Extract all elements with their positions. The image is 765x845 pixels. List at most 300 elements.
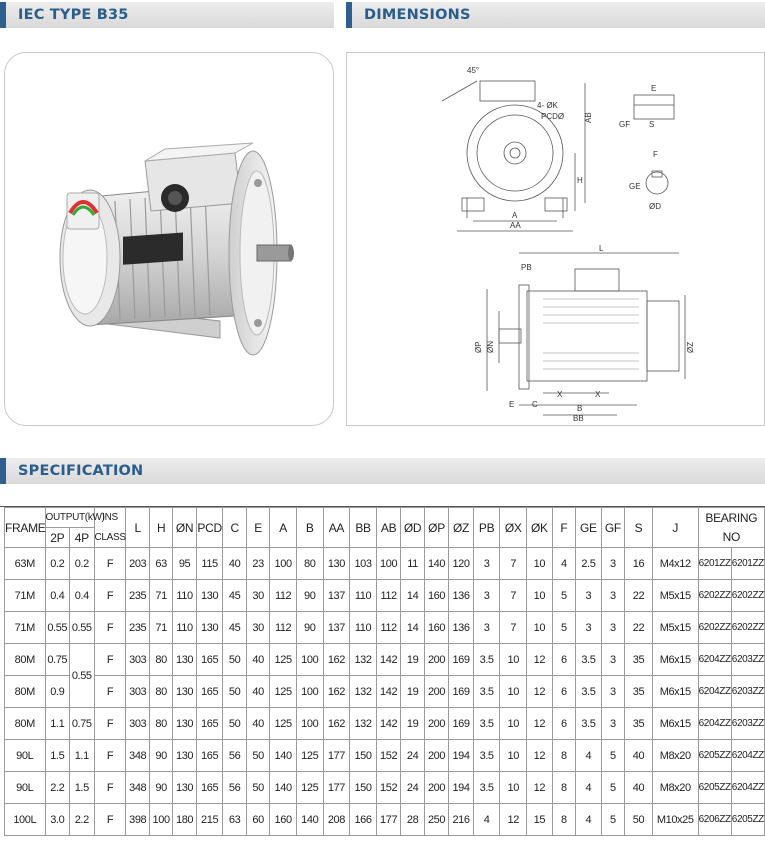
table-cell: 3.5 [473,740,500,772]
table-cell: 100L [5,804,46,836]
table-cell: F [94,740,126,772]
table-cell: 6202ZZ [698,612,731,644]
table-cell: 12 [500,804,527,836]
table-cell: 10 [527,580,553,612]
table-cell: 142 [376,708,401,740]
table-row [5,644,765,676]
th-ok: ØK [527,508,553,548]
table-cell: 90L [5,772,46,804]
table-cell: 203 [126,548,149,580]
th-e: E [246,508,269,548]
table-cell: 110 [173,580,196,612]
table-cell: 150 [350,740,377,772]
th-s: S [625,508,653,548]
table-cell: 160 [424,612,449,644]
table-cell: 71M [5,612,46,644]
table-cell: 80 [296,548,323,580]
table-cell: 56 [223,772,246,804]
table-cell: 125 [270,708,297,740]
table-cell: 110 [350,580,377,612]
table-cell: 140 [270,740,297,772]
table-cell: 56 [223,740,246,772]
table-cell: 100 [149,804,172,836]
th-on: ØN [173,508,196,548]
label-h: H [577,176,583,185]
table-cell: 0.9 [45,676,70,708]
table-cell: 177 [376,804,401,836]
table-cell: 130 [173,740,196,772]
th-4p: 4P [70,528,95,548]
table-cell: 63 [223,804,246,836]
table-cell: 3 [473,612,500,644]
table-cell: 110 [350,612,377,644]
table-cell: 8 [552,772,575,804]
table-cell: 303 [126,676,149,708]
table-cell: 2.2 [45,772,70,804]
th-ox: ØX [500,508,527,548]
table-cell: 166 [350,804,377,836]
table-cell: 100 [270,548,297,580]
section-header-dimensions [346,2,765,28]
table-row [5,580,765,612]
table-cell: 35 [625,644,653,676]
table-cell: 6205ZZ [698,772,731,804]
table-cell: 130 [173,772,196,804]
table-cell: 142 [376,644,401,676]
table-cell: 100 [296,676,323,708]
th-ins-1: INS [94,508,126,528]
table-cell: 6 [552,676,575,708]
table-cell: 71 [149,580,172,612]
table-cell: 22 [625,612,653,644]
table-cell: 142 [376,676,401,708]
table-cell: F [94,644,126,676]
table-cell: 7 [500,612,527,644]
table-cell: 4 [552,548,575,580]
table-cell: 150 [350,772,377,804]
table-cell: 80M [5,644,46,676]
table-cell: 2.2 [70,804,95,836]
table-cell: 200 [424,676,449,708]
table-cell: 90 [296,580,323,612]
table-cell: 152 [376,740,401,772]
table-cell: 112 [270,612,297,644]
table-cell: 3.5 [576,708,602,740]
label-gf: GF [619,120,631,129]
table-cell: 71M [5,580,46,612]
th-a: A [270,508,297,548]
table-cell: 130 [196,580,223,612]
label-ab: AB [584,112,593,123]
th-ins-2: CLASS [94,528,126,548]
table-cell: 132 [350,708,377,740]
table-cell: 112 [270,580,297,612]
table-cell: 200 [424,708,449,740]
table-cell: F [94,804,126,836]
table-cell: 6202ZZ [731,612,764,644]
table-cell: 90L [5,740,46,772]
table-cell: 10 [500,644,527,676]
table-cell: 0.4 [70,580,95,612]
motor-photo-panel [4,52,334,426]
table-cell: 14 [401,580,424,612]
th-pcd: PCD [196,508,223,548]
table-cell: 5 [601,740,624,772]
table-cell: M10x25 [652,804,698,836]
table-row [5,708,765,740]
th-gf: GF [601,508,624,548]
table-cell: 136 [449,580,474,612]
table-cell: 130 [173,708,196,740]
table-cell: 22 [625,580,653,612]
table-cell: 12 [527,740,553,772]
th-frame: FRAME [5,508,46,548]
table-cell: 6205ZZ [731,804,764,836]
table-row [5,548,765,580]
table-cell: 3 [576,612,602,644]
label-bb: BB [573,414,584,423]
table-cell: 35 [625,708,653,740]
th-oz: ØZ [449,508,474,548]
table-cell: 6204ZZ [698,708,731,740]
table-cell: 112 [376,580,401,612]
table-cell: 1.5 [45,740,70,772]
table-cell: 2.5 [576,548,602,580]
specification-table [4,507,765,836]
label-f: F [653,150,658,159]
th-ab: AB [376,508,401,548]
table-row [5,676,765,708]
table-cell: 200 [424,644,449,676]
table-cell: 90 [149,740,172,772]
table-cell: 194 [449,740,474,772]
table-cell: 6204ZZ [698,676,731,708]
label-c: C [532,400,538,409]
th-h: H [149,508,172,548]
table-cell: 3 [601,548,624,580]
label-od: ØD [649,202,661,211]
th-b: B [296,508,323,548]
table-cell: 130 [323,548,350,580]
table-cell: 130 [196,612,223,644]
label-b: B [577,404,583,413]
section-title-specification: SPECIFICATION [18,463,144,479]
table-cell: 169 [449,644,474,676]
table-cell: 6203ZZ [731,708,764,740]
table-cell: 10 [500,772,527,804]
table-cell: 0.75 [45,644,70,676]
table-cell: 140 [424,548,449,580]
th-od: ØD [401,508,424,548]
table-cell: 5 [552,580,575,612]
th-ge: GE [576,508,602,548]
table-cell: 7 [500,548,527,580]
table-cell: 6 [552,708,575,740]
table-cell: 169 [449,676,474,708]
table-cell: 177 [323,772,350,804]
table-cell: 10 [500,676,527,708]
table-cell: 180 [173,804,196,836]
table-cell: 3.0 [45,804,70,836]
table-cell: 4 [576,740,602,772]
section-header-type [0,2,334,28]
label-angle: 45° [467,66,480,75]
table-cell: 80 [149,708,172,740]
table-cell: 80 [149,644,172,676]
dimension-drawing [347,53,763,423]
th-2p: 2P [45,528,70,548]
table-cell: 3 [576,580,602,612]
th-output: OUTPUT(kW) [45,508,94,528]
table-cell: 19 [401,676,424,708]
th-bb: BB [350,508,377,548]
table-cell: M8x20 [652,772,698,804]
table-cell: 7 [500,580,527,612]
table-cell: 6202ZZ [731,580,764,612]
section-title-type: IEC TYPE B35 [18,7,129,23]
table-cell: 10 [500,740,527,772]
table-cell: 348 [126,740,149,772]
table-cell: 12 [527,772,553,804]
table-cell: 250 [424,804,449,836]
table-cell: F [94,612,126,644]
table-cell: 3 [601,580,624,612]
table-cell: 1.5 [70,772,95,804]
table-cell: 16 [625,548,653,580]
table-cell: 19 [401,708,424,740]
table-cell: 140 [270,772,297,804]
label-s: S [649,120,655,129]
table-cell: 115 [196,548,223,580]
motor-image [5,53,331,423]
table-cell: 3 [601,612,624,644]
table-cell: 0.55 [70,644,95,708]
specification-table-body [5,548,765,836]
table-cell: 4 [576,772,602,804]
table-cell: 130 [173,676,196,708]
table-cell: 3.5 [473,772,500,804]
table-cell: 80M [5,708,46,740]
label-e-side: E [509,400,515,409]
label-aa: AA [510,221,521,230]
table-cell: 10 [527,548,553,580]
table-cell: 200 [424,772,449,804]
table-cell: 24 [401,772,424,804]
table-cell: 4 [473,804,500,836]
table-cell: 235 [126,612,149,644]
table-cell: 235 [126,580,149,612]
table-cell: 3 [473,548,500,580]
table-cell: 80M [5,676,46,708]
table-cell: 12 [527,708,553,740]
th-aa: AA [323,508,350,548]
table-cell: 165 [196,708,223,740]
table-cell: F [94,676,126,708]
table-cell: 136 [449,612,474,644]
table-cell: 6 [552,644,575,676]
table-cell: 152 [376,772,401,804]
table-cell: 0.55 [45,612,70,644]
table-cell: 50 [246,740,269,772]
table-cell: 303 [126,708,149,740]
table-cell: 5 [601,804,624,836]
table-cell: 50 [223,708,246,740]
label-ge: GE [629,182,641,191]
th-c: C [223,508,246,548]
table-cell: 0.55 [70,612,95,644]
table-cell: 50 [223,676,246,708]
table-cell: 8 [552,740,575,772]
th-j: J [652,508,698,548]
table-cell: 35 [625,676,653,708]
table-cell: 100 [376,548,401,580]
label-x1: X [557,390,563,399]
table-cell: 6206ZZ [698,804,731,836]
table-cell: 165 [196,676,223,708]
table-cell: 10 [500,708,527,740]
table-cell: 0.2 [70,548,95,580]
table-cell: 1.1 [45,708,70,740]
table-cell: 132 [350,676,377,708]
table-cell: 40 [246,676,269,708]
table-cell: 3.5 [576,644,602,676]
table-cell: 208 [323,804,350,836]
table-cell: 15 [527,804,553,836]
table-cell: 60 [246,804,269,836]
table-cell: 3 [473,580,500,612]
label-pb: PB [521,263,532,272]
table-cell: 6204ZZ [698,644,731,676]
table-cell: 5 [601,772,624,804]
table-cell: 5 [552,612,575,644]
table-cell: 215 [196,804,223,836]
table-cell: 23 [246,548,269,580]
table-cell: 3 [601,708,624,740]
table-cell: 103 [350,548,377,580]
th-pb: PB [473,508,500,548]
table-cell: 194 [449,772,474,804]
table-cell: F [94,580,126,612]
table-cell: 165 [196,772,223,804]
th-op: ØP [424,508,449,548]
table-cell: 165 [196,740,223,772]
table-cell: 3.5 [473,708,500,740]
table-cell: 12 [527,644,553,676]
section-title-dimensions: DIMENSIONS [364,7,471,23]
table-cell: 30 [246,580,269,612]
table-cell: 100 [296,708,323,740]
table-cell: 6201ZZ [698,548,731,580]
label-oz: ØZ [686,341,695,353]
th-bearing-2: NO [698,528,764,548]
table-cell: 169 [449,708,474,740]
table-cell: M6x15 [652,676,698,708]
table-cell: 137 [323,612,350,644]
table-cell: 40 [246,708,269,740]
table-cell: 6204ZZ [731,740,764,772]
table-cell: 3 [601,644,624,676]
th-l: L [126,508,149,548]
label-on: ØN [486,341,495,353]
table-cell: 165 [196,644,223,676]
table-cell: F [94,708,126,740]
table-cell: 0.4 [45,580,70,612]
table-cell: 19 [401,644,424,676]
table-cell: 50 [246,772,269,804]
table-cell: 3 [601,676,624,708]
table-cell: 40 [625,772,653,804]
table-cell: 6202ZZ [698,580,731,612]
table-cell: 28 [401,804,424,836]
label-a: A [512,211,518,220]
table-cell: 112 [376,612,401,644]
table-cell: 14 [401,612,424,644]
table-cell: 6204ZZ [731,772,764,804]
table-cell: M4x12 [652,548,698,580]
table-cell: 160 [424,580,449,612]
dimensions-panel [346,52,765,426]
table-cell: 50 [223,644,246,676]
table-cell: 24 [401,740,424,772]
table-cell: 3.5 [473,676,500,708]
label-op: ØP [474,341,483,353]
label-k: 4- ØK [537,101,558,110]
table-cell: F [94,548,126,580]
label-x2: X [595,390,601,399]
table-cell: 137 [323,580,350,612]
table-cell: 177 [323,740,350,772]
table-cell: 95 [173,548,196,580]
table-cell: 11 [401,548,424,580]
table-cell: 100 [296,644,323,676]
table-cell: 1.1 [70,740,95,772]
table-cell: 40 [625,740,653,772]
table-cell: 40 [246,644,269,676]
section-header-specification [0,458,765,484]
table-cell: 125 [296,772,323,804]
table-cell: 4 [576,804,602,836]
table-cell: 303 [126,644,149,676]
table-cell: 30 [246,612,269,644]
table-cell: 71 [149,612,172,644]
table-row [5,740,765,772]
label-pcd: PCDØ [541,112,565,121]
th-bearing-1: BEARING [698,508,764,528]
table-cell: 6201ZZ [731,548,764,580]
table-row [5,772,765,804]
table-cell: 348 [126,772,149,804]
table-cell: 110 [173,612,196,644]
table-cell: 50 [625,804,653,836]
table-cell: 90 [296,612,323,644]
table-cell: 125 [270,644,297,676]
table-cell: F [94,772,126,804]
table-cell: M6x15 [652,644,698,676]
table-cell: 120 [449,548,474,580]
table-cell: 162 [323,676,350,708]
table-cell: 125 [296,740,323,772]
table-cell: 8 [552,804,575,836]
table-cell: 216 [449,804,474,836]
table-cell: 0.75 [70,708,95,740]
table-cell: 160 [270,804,297,836]
table-cell: 3.5 [576,676,602,708]
table-cell: 90 [149,772,172,804]
table-cell: 162 [323,708,350,740]
table-cell: 6205ZZ [698,740,731,772]
table-cell: 140 [296,804,323,836]
table-cell: 63 [149,548,172,580]
